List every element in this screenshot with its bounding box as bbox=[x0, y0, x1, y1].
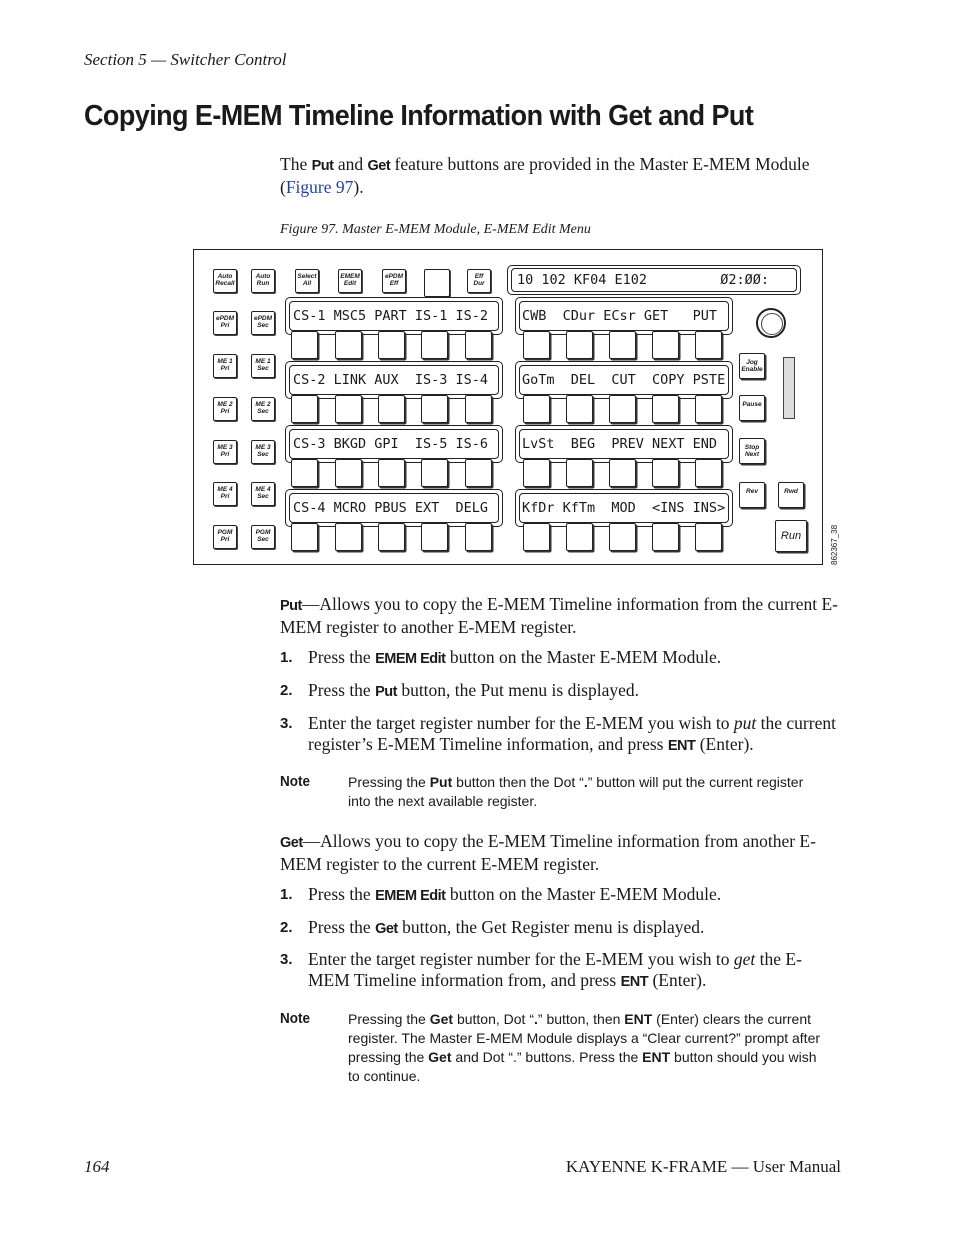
running-header: Section 5 — Switcher Control bbox=[84, 50, 287, 69]
top-button-4[interactable] bbox=[424, 269, 450, 297]
right-menu-display-3: LvSt BEG PREV NEXT END bbox=[519, 429, 729, 459]
get-step-1: Press the EMEM Edit button on the Master E-MEM Module. bbox=[308, 884, 722, 904]
right-softkey-3-4[interactable] bbox=[652, 459, 679, 487]
right-softkey-4-5[interactable] bbox=[695, 523, 722, 551]
put-step-1: Press the EMEM Edit button on the Master E-MEM Module. bbox=[308, 647, 722, 667]
left-softkey-3-2[interactable] bbox=[335, 459, 362, 487]
left-menu-display-1: CS-1 MSC5 PART IS-1 IS-2 bbox=[289, 301, 499, 331]
panel-button-me-3-pri[interactable]: ME 3 Pri bbox=[213, 440, 237, 464]
put-note: Pressing the Put button then the Dot “.” button will put the current register into the next available register. bbox=[348, 774, 804, 809]
right-softkey-1-4[interactable] bbox=[652, 331, 679, 359]
panel-button-auto-run[interactable]: Auto Run bbox=[251, 269, 275, 293]
left-softkey-1-3[interactable] bbox=[378, 331, 405, 359]
transport-button-rev[interactable]: Rev bbox=[739, 482, 765, 508]
right-softkey-4-2[interactable] bbox=[566, 523, 593, 551]
right-softkey-1-5[interactable] bbox=[695, 331, 722, 359]
right-softkey-4-3[interactable] bbox=[609, 523, 636, 551]
panel-button-me-2-sec[interactable]: ME 2 Sec bbox=[251, 397, 275, 421]
left-softkey-3-4[interactable] bbox=[421, 459, 448, 487]
transport-button-stop-next[interactable]: Stop Next bbox=[739, 438, 765, 464]
put-step-2: Press the Put button, the Put menu is displayed. bbox=[308, 680, 640, 700]
left-softkey-4-2[interactable] bbox=[335, 523, 362, 551]
right-softkey-2-3[interactable] bbox=[609, 395, 636, 423]
figure-caption: Figure 97. Master E-MEM Module, E-MEM Edit Menu bbox=[280, 222, 591, 237]
put-step-2-number: 2. bbox=[280, 682, 293, 699]
panel-button-epdm-sec[interactable]: ePDM Sec bbox=[251, 311, 275, 335]
put-note-label: Note bbox=[280, 773, 311, 790]
transition-bar[interactable] bbox=[783, 357, 795, 419]
top-button-5[interactable]: Eff Dur bbox=[467, 269, 491, 293]
panel-button-me-1-pri[interactable]: ME 1 Pri bbox=[213, 354, 237, 378]
get-step-3: Enter the target register number for the E-MEM you wish to get the E-MEM Timeline information from, and press ENT (Enter). bbox=[308, 949, 802, 990]
left-softkey-4-4[interactable] bbox=[421, 523, 448, 551]
left-softkey-2-4[interactable] bbox=[421, 395, 448, 423]
right-softkey-2-1[interactable] bbox=[523, 395, 550, 423]
left-softkey-3-1[interactable] bbox=[291, 459, 318, 487]
right-softkey-3-5[interactable] bbox=[695, 459, 722, 487]
left-softkey-3-3[interactable] bbox=[378, 459, 405, 487]
panel-button-auto-recall[interactable]: Auto Recall bbox=[213, 269, 237, 293]
right-softkey-1-2[interactable] bbox=[566, 331, 593, 359]
put-step-3: Enter the target register number for the E-MEM you wish to put the current register’s E-MEM Timeline information, and press ENT (Enter). bbox=[308, 713, 836, 754]
left-softkey-2-2[interactable] bbox=[335, 395, 362, 423]
left-softkey-3-5[interactable] bbox=[465, 459, 492, 487]
right-softkey-4-4[interactable] bbox=[652, 523, 679, 551]
top-button-2[interactable]: EMEM Edit bbox=[338, 269, 362, 293]
left-softkey-2-5[interactable] bbox=[465, 395, 492, 423]
right-softkey-1-3[interactable] bbox=[609, 331, 636, 359]
get-step-2: Press the Get button, the Get Register menu is displayed. bbox=[308, 917, 705, 937]
get-description: Get—Allows you to copy the E-MEM Timeline information from another E-MEM register to the current E-MEM register. bbox=[280, 831, 816, 874]
run-button[interactable]: Run bbox=[775, 520, 807, 552]
master-emem-module-figure bbox=[193, 249, 839, 565]
figure-id: 862367_38 bbox=[830, 524, 839, 565]
panel-button-me-4-pri[interactable]: ME 4 Pri bbox=[213, 482, 237, 506]
transport-button-jog-enable[interactable]: Jog Enable bbox=[739, 353, 765, 379]
panel-button-me-3-sec[interactable]: ME 3 Sec bbox=[251, 440, 275, 464]
put-step-3-number: 3. bbox=[280, 715, 293, 732]
right-softkey-3-1[interactable] bbox=[523, 459, 550, 487]
right-softkey-2-2[interactable] bbox=[566, 395, 593, 423]
left-softkey-1-5[interactable] bbox=[465, 331, 492, 359]
put-step-1-number: 1. bbox=[280, 649, 293, 666]
top-button-3[interactable]: ePDM Eff bbox=[382, 269, 406, 293]
panel-button-pgm-pri[interactable]: PGM Pri bbox=[213, 525, 237, 549]
right-softkey-4-1[interactable] bbox=[523, 523, 550, 551]
panel-button-me-1-sec[interactable]: ME 1 Sec bbox=[251, 354, 275, 378]
left-softkey-1-4[interactable] bbox=[421, 331, 448, 359]
get-step-2-number: 2. bbox=[280, 919, 293, 936]
get-step-3-number: 3. bbox=[280, 951, 293, 968]
figure-link[interactable]: Figure 97 bbox=[285, 176, 354, 197]
left-softkey-4-1[interactable] bbox=[291, 523, 318, 551]
page-title: Copying E-MEM Timeline Information with Get and Put bbox=[84, 100, 754, 132]
page-number: 164 bbox=[84, 1157, 110, 1176]
intro-paragraph: The Put and Get feature buttons are provided in the Master E-MEM Module (Figure 97). bbox=[280, 154, 810, 197]
panel-button-epdm-pri[interactable]: ePDM Pri bbox=[213, 311, 237, 335]
top-button-1[interactable]: Select All bbox=[295, 269, 319, 293]
right-menu-display-4: KfDr KfTm MOD <INS INS> bbox=[519, 493, 729, 523]
status-display: 10 102 KF04 E102 Ø2:ØØ: bbox=[511, 268, 797, 292]
right-softkey-2-4[interactable] bbox=[652, 395, 679, 423]
right-menu-display-1: CWB CDur ECsr GET PUT bbox=[519, 301, 729, 331]
left-menu-display-2: CS-2 LINK AUX IS-3 IS-4 bbox=[289, 365, 499, 395]
left-softkey-2-3[interactable] bbox=[378, 395, 405, 423]
panel-button-pgm-sec[interactable]: PGM Sec bbox=[251, 525, 275, 549]
jog-knob[interactable] bbox=[756, 308, 786, 338]
right-softkey-3-3[interactable] bbox=[609, 459, 636, 487]
left-softkey-4-5[interactable] bbox=[465, 523, 492, 551]
get-note: Pressing the Get button, Dot “.” button, then ENT (Enter) clears the current register. The Master E-MEM Module displays a “Clear current?” prompt after pressing the Get and Dot “.” buttons. Press the ENT button should you wish to continue. bbox=[348, 1011, 821, 1084]
panel-button-me-2-pri[interactable]: ME 2 Pri bbox=[213, 397, 237, 421]
get-note-label: Note bbox=[280, 1010, 311, 1027]
right-softkey-1-1[interactable] bbox=[523, 331, 550, 359]
manual-title: KAYENNE K-FRAME — User Manual bbox=[565, 1157, 841, 1176]
get-step-1-number: 1. bbox=[280, 886, 293, 903]
left-softkey-4-3[interactable] bbox=[378, 523, 405, 551]
left-softkey-1-2[interactable] bbox=[335, 331, 362, 359]
right-menu-display-2: GoTm DEL CUT COPY PSTE bbox=[519, 365, 729, 395]
left-menu-display-4: CS-4 MCRO PBUS EXT DELG bbox=[289, 493, 499, 523]
left-menu-display-3: CS-3 BKGD GPI IS-5 IS-6 bbox=[289, 429, 499, 459]
right-softkey-3-2[interactable] bbox=[566, 459, 593, 487]
transport-button-pause[interactable]: Pause bbox=[739, 395, 765, 421]
right-softkey-2-5[interactable] bbox=[695, 395, 722, 423]
transport-button-rwd[interactable]: Rwd bbox=[778, 482, 804, 508]
panel-button-me-4-sec[interactable]: ME 4 Sec bbox=[251, 482, 275, 506]
left-softkey-1-1[interactable] bbox=[291, 331, 318, 359]
put-description: Put—Allows you to copy the E-MEM Timeline information from the current E-MEM register to another E-MEM register. bbox=[280, 594, 838, 637]
left-softkey-2-1[interactable] bbox=[291, 395, 318, 423]
